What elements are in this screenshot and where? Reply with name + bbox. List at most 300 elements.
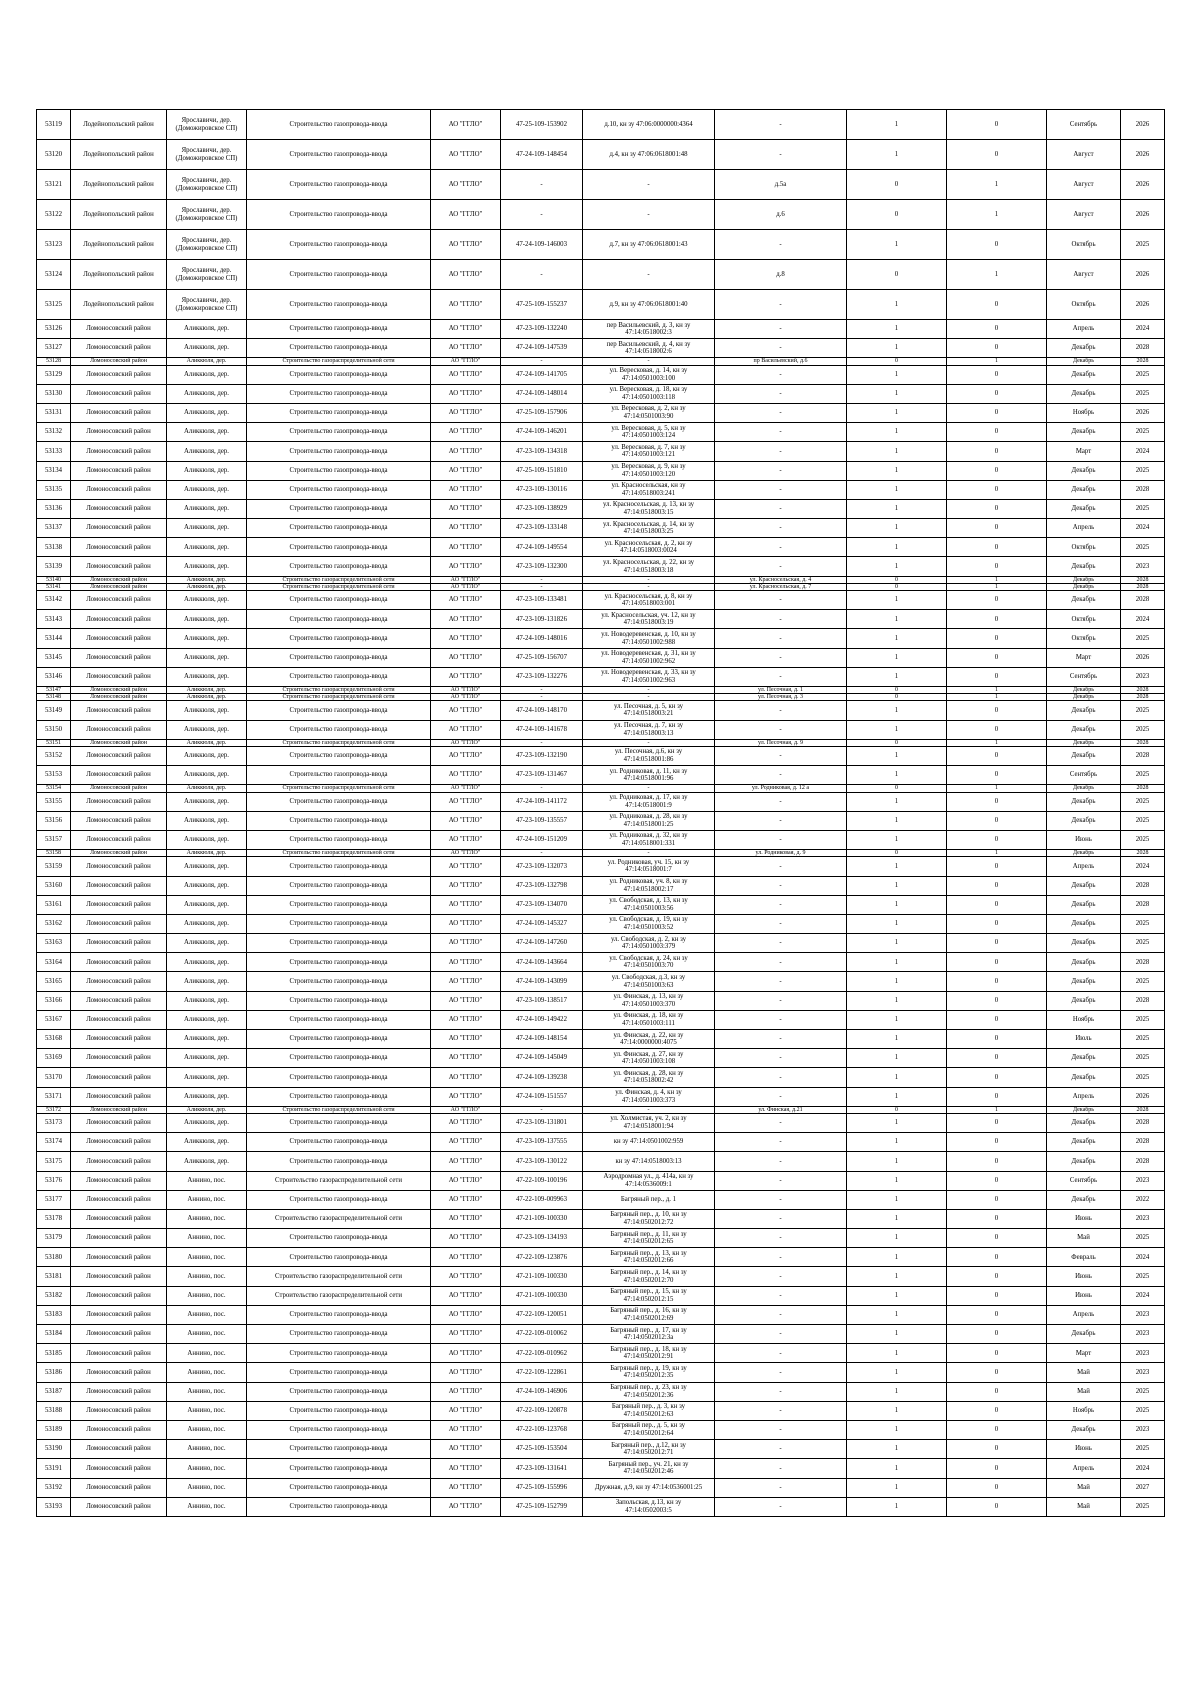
cell-count-a: 1 — [847, 110, 947, 140]
cell-address-with-cadastre: Багряный пер., д.12, кн зу 47:14:0502012:71 — [583, 1440, 715, 1459]
cell-address-with-cadastre: ул. Финская, д. 27, кн зу 47:14:0501003:108 — [583, 1049, 715, 1068]
cell-address-with-cadastre: Багряный пер., д. 11, кн зу 47:14:0502012:65 — [583, 1229, 715, 1248]
cell-year: 2023 — [1121, 1420, 1165, 1439]
cell-count-b: 0 — [947, 811, 1047, 830]
cell-address-no-cadastre: ул. Родниковая, д. 9 — [715, 850, 847, 857]
cell-month: Декабрь — [1047, 785, 1121, 792]
cell-address-with-cadastre: - — [583, 200, 715, 230]
cell-count-b: 0 — [947, 1049, 1047, 1068]
cell-work-type: Строительство газораспределительной сети — [247, 694, 431, 701]
cell-month: Декабрь — [1047, 1152, 1121, 1171]
cell-year: 2023 — [1121, 1305, 1165, 1324]
cell-organization: АО "ГГЛО" — [431, 720, 501, 739]
cell-year: 2028 — [1121, 1133, 1165, 1152]
cell-row-number: 53136 — [37, 499, 71, 518]
table-row — [37, 260, 1165, 290]
cell-year: 2025 — [1121, 1382, 1165, 1401]
cell-work-type: Строительство газопровода-ввода — [247, 365, 431, 384]
cell-application-number: 47-25-109-153902 — [501, 110, 583, 140]
cell-count-b: 0 — [947, 1420, 1047, 1439]
cell-application-number: 47-22-109-120051 — [501, 1305, 583, 1324]
table-row — [37, 1344, 1165, 1363]
cell-month: Декабрь — [1047, 746, 1121, 765]
cell-address-with-cadastre: Багряный пер., д. 1 — [583, 1190, 715, 1209]
cell-settlement: Аликкюля, дер. — [167, 1133, 247, 1152]
cell-address-with-cadastre: ул. Новодеревенская, д. 31, кн зу 47:14:0501002:962 — [583, 648, 715, 667]
cell-year: 2023 — [1121, 1171, 1165, 1190]
cell-application-number: - — [501, 170, 583, 200]
cell-settlement: Аликкюля, дер. — [167, 384, 247, 403]
table-row — [37, 1382, 1165, 1401]
cell-organization: АО "ГГЛО" — [431, 876, 501, 895]
cell-district: Ломоносовский район — [71, 557, 167, 576]
cell-work-type: Строительство газопровода-ввода — [247, 1459, 431, 1478]
cell-year: 2027 — [1121, 1478, 1165, 1497]
cell-address-with-cadastre: Багряный пер., д. 18, кн зу 47:14:0502012:91 — [583, 1344, 715, 1363]
cell-application-number: 47-23-109-132240 — [501, 320, 583, 339]
cell-work-type: Строительство газопровода-ввода — [247, 1344, 431, 1363]
cell-address-with-cadastre: - — [583, 170, 715, 200]
table-row — [37, 934, 1165, 953]
cell-year: 2028 — [1121, 694, 1165, 701]
cell-address-no-cadastre: - — [715, 1010, 847, 1029]
cell-settlement: Аликкюля, дер. — [167, 423, 247, 442]
cell-work-type: Строительство газопровода-ввода — [247, 610, 431, 629]
cell-work-type: Строительство газопровода-ввода — [247, 876, 431, 895]
cell-month: Март — [1047, 1344, 1121, 1363]
cell-count-b: 0 — [947, 499, 1047, 518]
cell-count-b: 0 — [947, 648, 1047, 667]
cell-organization: АО "ГГЛО" — [431, 1286, 501, 1305]
cell-month: Сентябрь — [1047, 766, 1121, 785]
cell-organization: АО "ГГЛО" — [431, 423, 501, 442]
cell-count-b: 0 — [947, 442, 1047, 461]
table-row — [37, 230, 1165, 260]
cell-address-with-cadastre: ул. Финская, д. 22, кн зу 47:14:0000000:4075 — [583, 1030, 715, 1049]
cell-organization: АО "ГГЛО" — [431, 934, 501, 953]
cell-address-no-cadastre: - — [715, 1133, 847, 1152]
cell-application-number: 47-23-109-134193 — [501, 1229, 583, 1248]
cell-row-number: 53160 — [37, 876, 71, 895]
cell-count-a: 1 — [847, 1152, 947, 1171]
cell-settlement: Аликкюля, дер. — [167, 701, 247, 720]
cell-organization: АО "ГГЛО" — [431, 792, 501, 811]
table-row — [37, 320, 1165, 339]
table-row — [37, 895, 1165, 914]
cell-address-with-cadastre: кн зу 47:14:0518003:13 — [583, 1152, 715, 1171]
cell-row-number: 53191 — [37, 1459, 71, 1478]
cell-year: 2023 — [1121, 1325, 1165, 1344]
cell-month: Декабрь — [1047, 1113, 1121, 1132]
cell-work-type: Строительство газопровода-ввода — [247, 200, 431, 230]
cell-row-number: 53140 — [37, 576, 71, 583]
cell-month: Апрель — [1047, 320, 1121, 339]
cell-address-no-cadastre: - — [715, 1190, 847, 1209]
cell-district: Ломоносовский район — [71, 850, 167, 857]
cell-address-no-cadastre: - — [715, 991, 847, 1010]
cell-organization: АО "ГГЛО" — [431, 583, 501, 590]
cell-organization: АО "ГГЛО" — [431, 519, 501, 538]
cell-count-a: 1 — [847, 934, 947, 953]
cell-application-number: 47-22-109-010962 — [501, 1344, 583, 1363]
cell-address-with-cadastre: Багряный пер., д. 13, кн зу 47:14:0502012:66 — [583, 1248, 715, 1267]
cell-row-number: 53179 — [37, 1229, 71, 1248]
cell-address-no-cadastre: - — [715, 1440, 847, 1459]
table-row — [37, 1440, 1165, 1459]
cell-organization: АО "ГГЛО" — [431, 1030, 501, 1049]
cell-year: 2025 — [1121, 811, 1165, 830]
cell-month: Декабрь — [1047, 792, 1121, 811]
cell-organization: АО "ГГЛО" — [431, 1133, 501, 1152]
cell-district: Ломоносовский район — [71, 1209, 167, 1228]
cell-settlement: Ярославичи, дер. (Доможировское СП) — [167, 170, 247, 200]
cell-count-b: 0 — [947, 1209, 1047, 1228]
cell-district: Ломоносовский район — [71, 583, 167, 590]
cell-year: 2028 — [1121, 785, 1165, 792]
cell-settlement: Аннино, пос. — [167, 1497, 247, 1516]
cell-work-type: Строительство газораспределительной сети — [247, 1209, 431, 1228]
cell-month: Сентябрь — [1047, 110, 1121, 140]
cell-address-with-cadastre: - — [583, 1106, 715, 1113]
cell-address-no-cadastre: - — [715, 720, 847, 739]
cell-district: Ломоносовский район — [71, 766, 167, 785]
cell-address-with-cadastre: Багряный пер., д. 15, кн зу 47:14:0502012:15 — [583, 1286, 715, 1305]
cell-organization: АО "ГГЛО" — [431, 1382, 501, 1401]
cell-application-number: 47-24-109-141172 — [501, 792, 583, 811]
cell-address-with-cadastre: ул. Красносельская, кн зу 47:14:0518003:241 — [583, 480, 715, 499]
cell-address-with-cadastre: ул. Песочная, д. 5, кн зу 47:14:0518003:21 — [583, 701, 715, 720]
cell-row-number: 53151 — [37, 739, 71, 746]
cell-count-b: 1 — [947, 739, 1047, 746]
cell-year: 2025 — [1121, 461, 1165, 480]
cell-district: Ломоносовский район — [71, 739, 167, 746]
cell-application-number: 47-24-109-148016 — [501, 629, 583, 648]
cell-count-a: 1 — [847, 1286, 947, 1305]
table-row — [37, 1106, 1165, 1113]
cell-application-number: 47-23-109-131467 — [501, 766, 583, 785]
cell-row-number: 53176 — [37, 1171, 71, 1190]
table-row — [37, 953, 1165, 972]
cell-district: Ломоносовский район — [71, 934, 167, 953]
cell-address-with-cadastre: ул. Вересковая, д. 9, кн зу 47:14:0501003:120 — [583, 461, 715, 480]
cell-address-with-cadastre: ул. Вересковая, д. 2, кн зу 47:14:0501003:90 — [583, 403, 715, 422]
cell-settlement: Аликкюля, дер. — [167, 934, 247, 953]
cell-address-no-cadastre: - — [715, 230, 847, 260]
cell-work-type: Строительство газопровода-ввода — [247, 1440, 431, 1459]
table-row — [37, 140, 1165, 170]
cell-count-a: 1 — [847, 320, 947, 339]
cell-application-number: - — [501, 583, 583, 590]
cell-address-with-cadastre: ул. Родниковая, д. 32, кн зу 47:14:0518001:331 — [583, 830, 715, 849]
cell-settlement: Аликкюля, дер. — [167, 648, 247, 667]
cell-month: Октябрь — [1047, 538, 1121, 557]
cell-address-no-cadastre: - — [715, 972, 847, 991]
cell-address-no-cadastre: - — [715, 1344, 847, 1363]
cell-month: Май — [1047, 1363, 1121, 1382]
cell-year: 2025 — [1121, 1030, 1165, 1049]
cell-application-number: 47-23-109-138517 — [501, 991, 583, 1010]
cell-count-b: 0 — [947, 1190, 1047, 1209]
cell-district: Ломоносовский район — [71, 1478, 167, 1497]
table-row — [37, 1478, 1165, 1497]
cell-work-type: Строительство газопровода-ввода — [247, 403, 431, 422]
cell-address-with-cadastre: ул. Свободская, д. 2, кн зу 47:14:0501003:379 — [583, 934, 715, 953]
cell-settlement: Аликкюля, дер. — [167, 339, 247, 358]
cell-year: 2028 — [1121, 576, 1165, 583]
cell-count-b: 1 — [947, 170, 1047, 200]
cell-address-with-cadastre: ул. Песочная, д. 7, кн зу 47:14:0518003:13 — [583, 720, 715, 739]
cell-organization: АО "ГГЛО" — [431, 857, 501, 876]
cell-month: Декабрь — [1047, 876, 1121, 895]
cell-count-b: 0 — [947, 557, 1047, 576]
cell-organization: АО "ГГЛО" — [431, 110, 501, 140]
cell-address-no-cadastre: - — [715, 811, 847, 830]
cell-organization: АО "ГГЛО" — [431, 1113, 501, 1132]
cell-year: 2023 — [1121, 667, 1165, 686]
cell-district: Ломоносовский район — [71, 857, 167, 876]
cell-settlement: Аликкюля, дер. — [167, 991, 247, 1010]
cell-settlement: Аликкюля, дер. — [167, 365, 247, 384]
cell-row-number: 53158 — [37, 850, 71, 857]
cell-month: Декабрь — [1047, 694, 1121, 701]
cell-work-type: Строительство газораспределительной сети — [247, 1171, 431, 1190]
cell-month: Декабрь — [1047, 850, 1121, 857]
cell-work-type: Строительство газопровода-ввода — [247, 1229, 431, 1248]
cell-row-number: 53123 — [37, 230, 71, 260]
cell-district: Ломоносовский район — [71, 1229, 167, 1248]
cell-district: Ломоносовский район — [71, 442, 167, 461]
cell-count-b: 0 — [947, 403, 1047, 422]
cell-address-with-cadastre: ул. Вересковая, д. 18, кн зу 47:14:0501003:118 — [583, 384, 715, 403]
cell-address-with-cadastre: ул. Красносельская, д. 14, кн зу 47:14:0518003:25 — [583, 519, 715, 538]
cell-work-type: Строительство газопровода-ввода — [247, 519, 431, 538]
cell-settlement: Аликкюля, дер. — [167, 953, 247, 972]
cell-year: 2028 — [1121, 876, 1165, 895]
cell-month: Июнь — [1047, 830, 1121, 849]
cell-year: 2025 — [1121, 1229, 1165, 1248]
cell-district: Ломоносовский район — [71, 1030, 167, 1049]
cell-work-type: Строительство газопровода-ввода — [247, 701, 431, 720]
cell-year: 2026 — [1121, 290, 1165, 320]
cell-settlement: Аннино, пос. — [167, 1382, 247, 1401]
cell-year: 2024 — [1121, 1286, 1165, 1305]
cell-address-no-cadastre: - — [715, 1420, 847, 1439]
cell-address-with-cadastre: - — [583, 785, 715, 792]
cell-month: Июль — [1047, 1030, 1121, 1049]
cell-count-a: 1 — [847, 1068, 947, 1087]
cell-address-with-cadastre: Дружная, д.9, кн зу 47:14:0536001:25 — [583, 1478, 715, 1497]
table-row — [37, 1030, 1165, 1049]
cell-organization: АО "ГГЛО" — [431, 384, 501, 403]
cell-month: Декабрь — [1047, 953, 1121, 972]
table-row — [37, 403, 1165, 422]
cell-application-number: 47-24-109-148014 — [501, 384, 583, 403]
table-row — [37, 1497, 1165, 1516]
cell-count-b: 0 — [947, 610, 1047, 629]
cell-address-with-cadastre: ул. Вересковая, д. 7, кн зу 47:14:0501003:121 — [583, 442, 715, 461]
cell-row-number: 53165 — [37, 972, 71, 991]
cell-row-number: 53144 — [37, 629, 71, 648]
cell-address-no-cadastre: - — [715, 610, 847, 629]
cell-district: Ломоносовский район — [71, 629, 167, 648]
table-row — [37, 701, 1165, 720]
cell-count-b: 0 — [947, 1344, 1047, 1363]
table-row — [37, 1049, 1165, 1068]
cell-organization: АО "ГГЛО" — [431, 953, 501, 972]
cell-application-number: 47-25-109-156707 — [501, 648, 583, 667]
cell-row-number: 53154 — [37, 785, 71, 792]
cell-address-no-cadastre: - — [715, 953, 847, 972]
cell-organization: АО "ГГЛО" — [431, 557, 501, 576]
cell-count-a: 1 — [847, 857, 947, 876]
cell-work-type: Строительство газопровода-ввода — [247, 499, 431, 518]
cell-application-number: - — [501, 785, 583, 792]
cell-count-b: 0 — [947, 1382, 1047, 1401]
cell-count-a: 1 — [847, 766, 947, 785]
cell-application-number: 47-24-109-143664 — [501, 953, 583, 972]
cell-count-a: 1 — [847, 830, 947, 849]
cell-month: Декабрь — [1047, 576, 1121, 583]
cell-month: Ноябрь — [1047, 1010, 1121, 1029]
cell-count-a: 1 — [847, 629, 947, 648]
cell-address-no-cadastre: - — [715, 1248, 847, 1267]
cell-district: Ломоносовский район — [71, 1401, 167, 1420]
cell-application-number: 47-24-109-149422 — [501, 1010, 583, 1029]
cell-month: Декабрь — [1047, 358, 1121, 365]
cell-year: 2023 — [1121, 1363, 1165, 1382]
cell-month: Май — [1047, 1478, 1121, 1497]
cell-month: Декабрь — [1047, 895, 1121, 914]
cell-row-number: 53188 — [37, 1401, 71, 1420]
cell-address-with-cadastre: кн зу 47:14:0501002:959 — [583, 1133, 715, 1152]
cell-organization: АО "ГГЛО" — [431, 230, 501, 260]
cell-settlement: Аликкюля, дер. — [167, 442, 247, 461]
table-row — [37, 766, 1165, 785]
cell-address-no-cadastre: - — [715, 480, 847, 499]
cell-address-with-cadastre: - — [583, 583, 715, 590]
cell-work-type: Строительство газораспределительной сети — [247, 358, 431, 365]
table-row — [37, 857, 1165, 876]
cell-count-b: 0 — [947, 1363, 1047, 1382]
cell-settlement: Аликкюля, дер. — [167, 629, 247, 648]
cell-application-number: 47-24-109-145327 — [501, 914, 583, 933]
cell-month: Октябрь — [1047, 230, 1121, 260]
cell-application-number: 47-22-109-100196 — [501, 1171, 583, 1190]
cell-district: Лодейнопольский район — [71, 200, 167, 230]
cell-count-a: 1 — [847, 895, 947, 914]
cell-settlement: Аликкюля, дер. — [167, 694, 247, 701]
cell-count-b: 0 — [947, 876, 1047, 895]
cell-year: 2024 — [1121, 857, 1165, 876]
table-row — [37, 1068, 1165, 1087]
cell-count-a: 1 — [847, 1401, 947, 1420]
cell-month: Апрель — [1047, 857, 1121, 876]
cell-year: 2025 — [1121, 720, 1165, 739]
cell-row-number: 53152 — [37, 746, 71, 765]
cell-address-no-cadastre: - — [715, 1068, 847, 1087]
table-row — [37, 876, 1165, 895]
cell-row-number: 53146 — [37, 667, 71, 686]
cell-address-no-cadastre: - — [715, 792, 847, 811]
cell-address-with-cadastre: ул. Красносельская, д. 8, кн зу 47:14:0518003:001 — [583, 591, 715, 610]
cell-application-number: - — [501, 850, 583, 857]
cell-month: Апрель — [1047, 1459, 1121, 1478]
table-row — [37, 480, 1165, 499]
table-row — [37, 1171, 1165, 1190]
cell-address-with-cadastre: ул. Родниковая, уч. 15, кн зу 47:14:0518001:7 — [583, 857, 715, 876]
cell-application-number: 47-21-109-100330 — [501, 1209, 583, 1228]
cell-year: 2026 — [1121, 140, 1165, 170]
cell-address-no-cadastre: - — [715, 557, 847, 576]
cell-year: 2025 — [1121, 499, 1165, 518]
cell-organization: АО "ГГЛО" — [431, 694, 501, 701]
cell-application-number: 47-21-109-100330 — [501, 1286, 583, 1305]
cell-row-number: 53168 — [37, 1030, 71, 1049]
cell-organization: АО "ГГЛО" — [431, 480, 501, 499]
cell-count-b: 0 — [947, 339, 1047, 358]
cell-organization: АО "ГГЛО" — [431, 499, 501, 518]
cell-row-number: 53169 — [37, 1049, 71, 1068]
cell-year: 2025 — [1121, 1267, 1165, 1286]
cell-organization: АО "ГГЛО" — [431, 1267, 501, 1286]
cell-address-with-cadastre: Багряный пер., д. 14, кн зу 47:14:0502012:70 — [583, 1267, 715, 1286]
cell-row-number: 53163 — [37, 934, 71, 953]
cell-address-with-cadastre: ул. Родниковая, д. 28, кн зу 47:14:0518001:25 — [583, 811, 715, 830]
cell-application-number: 47-23-109-138929 — [501, 499, 583, 518]
cell-application-number: 47-25-109-157906 — [501, 403, 583, 422]
table-row — [37, 499, 1165, 518]
cell-count-a: 1 — [847, 442, 947, 461]
cell-address-no-cadastre: - — [715, 442, 847, 461]
cell-address-no-cadastre: - — [715, 701, 847, 720]
cell-settlement: Аликкюля, дер. — [167, 538, 247, 557]
cell-address-no-cadastre: - — [715, 746, 847, 765]
cell-row-number: 53138 — [37, 538, 71, 557]
table-row — [37, 1267, 1165, 1286]
cell-month: Декабрь — [1047, 1420, 1121, 1439]
cell-row-number: 53167 — [37, 1010, 71, 1029]
cell-settlement: Аликкюля, дер. — [167, 850, 247, 857]
cell-count-b: 0 — [947, 720, 1047, 739]
table-row — [37, 830, 1165, 849]
cell-settlement: Аликкюля, дер. — [167, 1087, 247, 1106]
cell-count-b: 0 — [947, 290, 1047, 320]
cell-organization: АО "ГГЛО" — [431, 1209, 501, 1228]
cell-address-with-cadastre: Багряный пер., д. 3, кн зу 47:14:0502012:63 — [583, 1401, 715, 1420]
cell-organization: АО "ГГЛО" — [431, 1010, 501, 1029]
cell-settlement: Аликкюля, дер. — [167, 830, 247, 849]
cell-address-no-cadastre: ул. Песочная, д. 9 — [715, 739, 847, 746]
cell-district: Ломоносовский район — [71, 499, 167, 518]
cell-count-b: 0 — [947, 591, 1047, 610]
cell-row-number: 53173 — [37, 1113, 71, 1132]
cell-month: Октябрь — [1047, 629, 1121, 648]
cell-count-b: 0 — [947, 1478, 1047, 1497]
cell-application-number: 47-23-109-131801 — [501, 1113, 583, 1132]
cell-settlement: Аликкюля, дер. — [167, 876, 247, 895]
cell-year: 2028 — [1121, 583, 1165, 590]
cell-year: 2028 — [1121, 895, 1165, 914]
cell-organization: АО "ГГЛО" — [431, 461, 501, 480]
cell-count-a: 1 — [847, 339, 947, 358]
cell-count-a: 1 — [847, 991, 947, 1010]
cell-count-a: 1 — [847, 1344, 947, 1363]
cell-row-number: 53133 — [37, 442, 71, 461]
cell-work-type: Строительство газопровода-ввода — [247, 1152, 431, 1171]
cell-organization: АО "ГГЛО" — [431, 1171, 501, 1190]
cell-address-no-cadastre: - — [715, 591, 847, 610]
cell-settlement: Аннино, пос. — [167, 1171, 247, 1190]
